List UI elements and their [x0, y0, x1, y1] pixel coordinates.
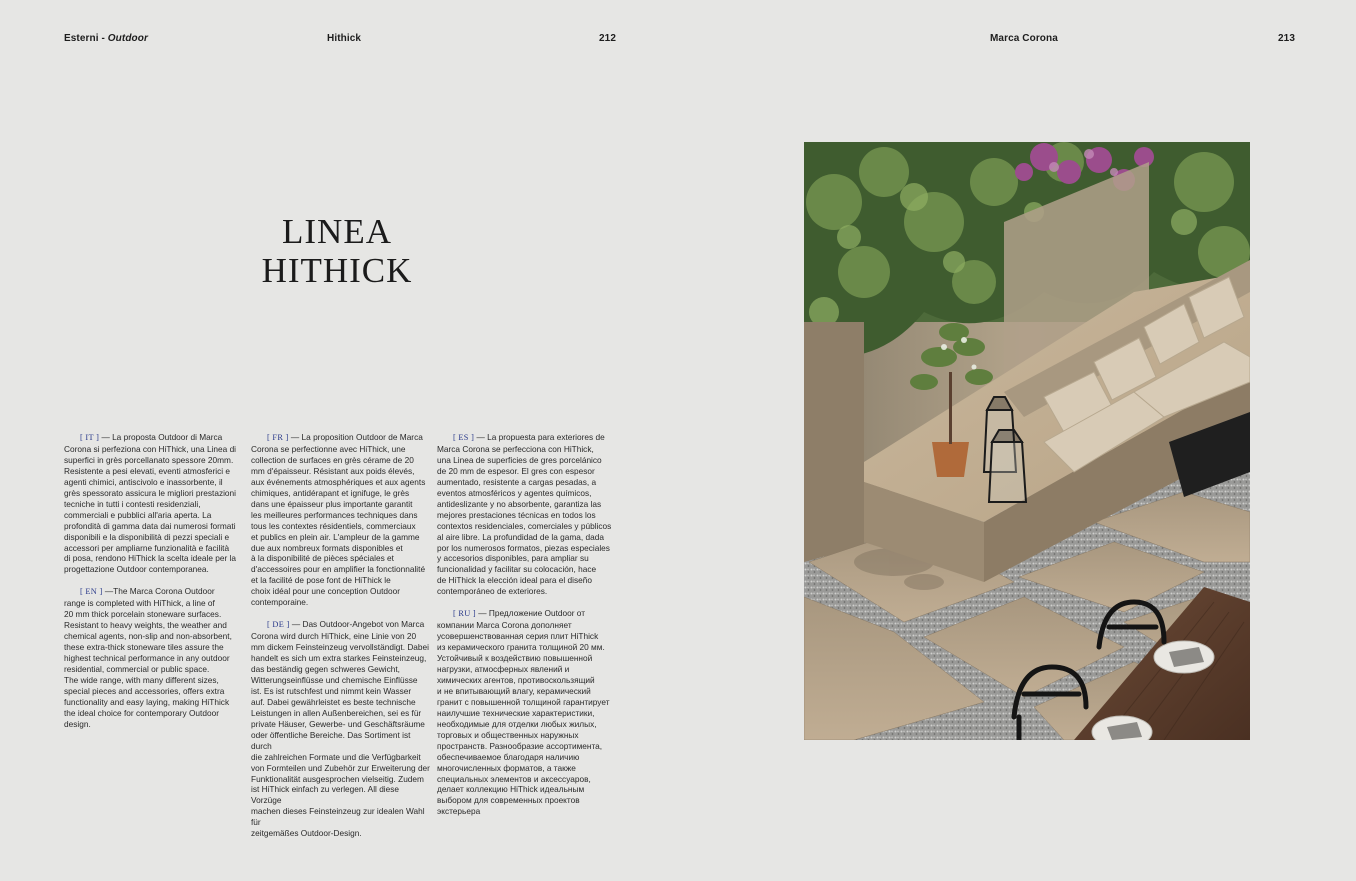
paragraph-line: — Das Outdoor-Angebot von Marca — [289, 619, 425, 630]
paragraph-line: contextos residenciales, comerciales y públicos — [437, 520, 612, 531]
paragraph-line: collection de surfaces en grès cérame de 20 — [251, 454, 414, 465]
paragraph-line: zeitgemäßes Outdoor-Design. — [251, 828, 362, 839]
paragraph-line: химических агентов, противоскользящий — [437, 674, 595, 685]
paragraph-line: chemical agents, non-slip and non-absorbent, — [64, 631, 232, 642]
page-number-right: 213 — [1278, 33, 1295, 44]
paragraph-line: компании Marca Corona дополняет — [437, 620, 572, 631]
paragraph-it — [64, 432, 242, 575]
paragraph-line: design. — [64, 718, 91, 729]
paragraph-line: — La propuesta para exteriores de — [474, 432, 605, 442]
paragraph-line: Funktionalität ausgesprochen vielseitig. Zudem — [251, 773, 424, 784]
text-column-1 — [64, 432, 242, 741]
terrace-photo-illustration — [804, 142, 1250, 740]
paragraph-line: выбором для современных проектов — [437, 795, 580, 806]
page-title — [252, 212, 422, 290]
paragraph-line: the ideal choice for contemporary Outdoor — [64, 707, 219, 718]
paragraph-line: machen dieses Feinsteinzeug zur idealen Wahl für — [251, 806, 425, 828]
paragraph-line: наилучшие технические характеристики, — [437, 707, 595, 718]
paragraph-line: antideslizante y no absorbente, garantiza las — [437, 498, 602, 509]
title-line-1: LINEA — [282, 212, 392, 251]
terrace-photo — [804, 142, 1250, 740]
paragraph-line: les meilleures performances techniques dans — [251, 509, 418, 520]
paragraph-line: eventos atmosféricos y agentes químicos, — [437, 487, 592, 498]
paragraph-line: пространств. Разнообразие ассортимента, — [437, 740, 603, 751]
paragraph-line: von Formteilen und Zubehör zur Erweiterung der — [251, 762, 430, 773]
paragraph-line: d'accessoires pour en amplifier la fonctionnalité — [251, 564, 426, 575]
paragraph-line: mm dickem Feinsteinzeug vervollständigt. Dabei — [251, 642, 429, 653]
text-column-2 — [251, 432, 431, 850]
paragraph-line: handelt es sich um extra starkes Feinsteinzeug, — [251, 653, 427, 664]
paragraph-line: chimiques, antidérapant et ignifuge, le grès — [251, 487, 410, 498]
paragraph-line: superfici in grès porcellanato spessore 20mm. — [64, 454, 234, 465]
paragraph-line: y accesorios disponibles, para ampliar su — [437, 553, 589, 564]
paragraph-line: специальных элементов и аксессуаров, — [437, 773, 591, 784]
paragraph-line: обеспечиваемое благодаря наличию — [437, 751, 580, 762]
paragraph-line: ist. Es ist rutschfest und nimmt kein Wasser — [251, 685, 412, 696]
paragraph-line: das beständig gegen schweres Gewicht, — [251, 664, 400, 674]
paragraph-line: —The Marca Corona Outdoor — [102, 586, 215, 597]
paragraph-line: à la disponibilité de pièces spéciales et — [251, 553, 394, 564]
paragraph-line: aumentado, resistente a cargas pesadas, a — [437, 476, 597, 487]
paragraph-line: Corona si perfeziona con HiThick, una Linea di — [64, 443, 237, 454]
paragraph-line: de 20 mm de espesor. El gres con espesor — [437, 465, 595, 476]
language-tag-it: [ IT ] — [80, 433, 100, 442]
paragraph-line: усовершенствованная серия плит HiThick — [437, 631, 599, 642]
paragraph-ru — [437, 608, 617, 817]
paragraph-line: al aire libre. La profundidad de la gama, dada — [437, 531, 604, 542]
paragraph-de — [251, 619, 431, 839]
paragraph-line: range is completed with HiThick, a line of — [64, 598, 215, 609]
paragraph-line: et la facilité de pose font de HiThick le — [251, 575, 391, 586]
paragraph-line: Устойчивый к воздействию повышенной — [437, 653, 593, 664]
paragraph-line: Corona se perfectionne avec HiThick, une — [251, 443, 406, 454]
paragraph-line: residential, commercial or public space. — [64, 664, 210, 674]
paragraph-line: de HiThick la elección ideal para el diseño — [437, 575, 592, 586]
language-tag-de: [ DE ] — [267, 620, 290, 630]
paragraph-line: highest technical performance in any outdoor — [64, 653, 230, 664]
paragraph-line: contemporáneo de exteriores. — [437, 586, 548, 597]
paragraph-line: нагрузки, атмосферных явлений и — [437, 664, 570, 674]
paragraph-line: por los numerosos formatos, piezas especiales — [437, 542, 610, 553]
paragraph-line: auf. Dabei gewährleistet es beste technische — [251, 696, 416, 707]
paragraph-line: et publics en plein air. L'ampleur de la gamme — [251, 531, 420, 542]
paragraph-en — [64, 586, 242, 729]
page-number-left: 212 — [599, 33, 616, 44]
paragraph-line: многочисленных форматов, а также — [437, 762, 576, 773]
paragraph-line: Witterungseinflüsse und chemische Einflüsse — [251, 674, 418, 685]
paragraph-line: из керамического гранита толщиной 20 мм. — [437, 642, 605, 653]
paragraph-line: aux événements atmosphériques et aux agents — [251, 476, 426, 487]
paragraph-line: ist HiThick einfach zu verlegen. All diese Vorzüge — [251, 784, 400, 806]
language-tag-en: [ EN ] — [80, 587, 103, 597]
paragraph-line: tecniche in tutti i contesti residenziali, — [64, 498, 201, 509]
language-tag-fr: [ FR ] — [267, 433, 289, 442]
paragraph-line: The wide range, with many different sizes, — [64, 674, 219, 685]
paragraph-line: экстерьера — [437, 806, 481, 817]
text-column-3 — [437, 432, 617, 828]
paragraph-line: Leistungen in allen Außenbereichen, sei es für — [251, 707, 422, 718]
paragraph-line: agenti chimici, antiscivolo e inassorbente, il — [64, 476, 223, 487]
paragraph-line: commerciali e pubblici all'aria aperta. La — [64, 509, 212, 520]
paragraph-line: — La proposta Outdoor di Marca — [99, 432, 223, 442]
paragraph-line: private Häuser, Gewerbe- und Geschäftsräume — [251, 718, 425, 729]
paragraph-line: mejores prestaciones técnicas en todos los — [437, 509, 596, 520]
paragraph-line: торговых и общественных наружных — [437, 729, 579, 740]
collection-header: Hithick — [327, 33, 362, 44]
paragraph-line: functionality and easy laying, making HiThick — [64, 696, 230, 707]
paragraph-line: these extra-thick stoneware tiles assure the — [64, 642, 224, 653]
paragraph-line: Resistant to heavy weights, the weather and — [64, 620, 227, 631]
paragraph-line: — Предложение Outdoor от — [476, 608, 586, 619]
section-header: Esterni - Outdoor — [64, 33, 148, 44]
paragraph-line: Marca Corona se perfecciona con HiThick, — [437, 443, 594, 454]
paragraph-line: mm d'épaisseur. Résistant aux poids élevés, — [251, 465, 415, 476]
paragraph-line: di posa, rendono HiThick la scelta ideale per la — [64, 553, 237, 564]
paragraph-line: tous les contextes résidentiels, commerciaux — [251, 520, 416, 531]
paragraph-line: due aux nombreux formats disponibles et — [251, 542, 403, 553]
language-tag-es: [ ES ] — [453, 433, 475, 442]
paragraph-line: oder öffentliche Bereiche. Das Sortiment ist durch — [251, 729, 411, 751]
paragraph-line: делает коллекцию HiThick идеальным — [437, 784, 585, 795]
paragraph-line: — La proposition Outdoor de Marca — [288, 432, 423, 442]
paragraph-line: una Linea de superficies de gres porcelánico — [437, 454, 602, 465]
language-tag-ru: [ RU ] — [453, 609, 476, 619]
paragraph-es — [437, 432, 617, 597]
paragraph-line: accessori per ampliarne funzionalità e facilità — [64, 542, 230, 553]
paragraph-line: progettazione Outdoor contemporanea. — [64, 564, 209, 575]
paragraph-line: disponibili e la disponibilità di pezzi speciali e — [64, 531, 230, 542]
paragraph-line: grès spessorato assicura le migliori prestazioni — [64, 487, 237, 498]
paragraph-line: гранит с повышенной толщиной гарантирует — [437, 696, 610, 707]
paragraph-line: die zahlreichen Formate und die Verfügbarkeit — [251, 751, 421, 762]
paragraph-line: special pieces and accessories, offers extra — [64, 685, 225, 696]
paragraph-line: и не впитывающий влагу, керамический — [437, 685, 591, 696]
section-header-italic: Outdoor — [107, 33, 148, 44]
paragraph-line: choix idéal pour une conception Outdoor — [251, 586, 400, 597]
paragraph-fr — [251, 432, 431, 608]
paragraph-line: funcionalidad y facilitar su colocación, hace — [437, 564, 597, 575]
paragraph-line: Corona wird durch HiThick, eine Linie von 20 — [251, 631, 417, 642]
brand-header: Marca Corona — [990, 33, 1058, 44]
paragraph-line: dans une épaisseur plus importante garantit — [251, 498, 413, 509]
paragraph-line: Resistente a pesi elevati, eventi atmosferici e — [64, 465, 231, 476]
paragraph-line: profondità di gamma data dai numerosi formati — [64, 520, 236, 531]
paragraph-line: contemporaine. — [251, 597, 309, 608]
paragraph-line: 20 mm thick porcelain stoneware surfaces. — [64, 609, 222, 620]
title-line-2: HITHICK — [261, 251, 413, 290]
paragraph-line: необходимые для отделки любых жилых, — [437, 718, 597, 729]
